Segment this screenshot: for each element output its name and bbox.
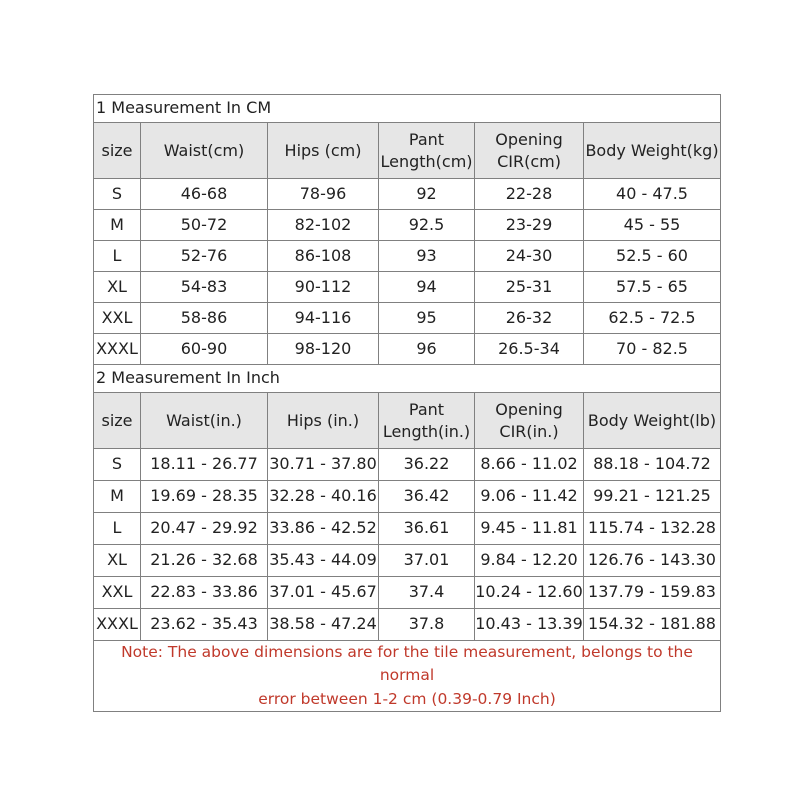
cell-pant-length: 36.42 [379, 481, 475, 513]
header-opening-cir [475, 123, 584, 179]
cell-weight: 88.18 - 104.72 [584, 449, 721, 481]
cell-weight: 70 - 82.5 [584, 334, 721, 365]
note-line-1: Note: The above dimensions are for the tile measurement, belongs to the normal [121, 643, 693, 685]
header-row-cm [94, 123, 721, 179]
cell-weight: 99.21 - 121.25 [584, 481, 721, 513]
table-row [94, 609, 721, 641]
cell-waist: 23.62 - 35.43 [141, 609, 268, 641]
table-row [94, 179, 721, 210]
cell-hips: 30.71 - 37.80 [268, 449, 379, 481]
section-title-cm: 1 Measurement In CM [94, 95, 721, 123]
cell-hips: 33.86 - 42.52 [268, 513, 379, 545]
header-hips: Hips (cm) [268, 123, 379, 179]
cell-pant-length: 94 [379, 272, 475, 303]
cell-pant-length: 92.5 [379, 210, 475, 241]
cell-waist: 21.26 - 32.68 [141, 545, 268, 577]
header-waist: Waist(cm) [141, 123, 268, 179]
cell-opening: 9.45 - 11.81 [475, 513, 584, 545]
note-row [94, 641, 721, 712]
cell-opening: 26.5-34 [475, 334, 584, 365]
cell-hips: 86-108 [268, 241, 379, 272]
table-row [94, 513, 721, 545]
table-row [94, 577, 721, 609]
cell-size: M [94, 210, 141, 241]
header-opening-line1: Opening [495, 129, 563, 149]
cell-size: M [94, 481, 141, 513]
cell-opening: 9.06 - 11.42 [475, 481, 584, 513]
header-row-inch [94, 393, 721, 449]
section-title-row-inch [94, 365, 721, 393]
cell-size: L [94, 513, 141, 545]
cell-size: XL [94, 272, 141, 303]
cell-opening: 26-32 [475, 303, 584, 334]
cell-weight: 52.5 - 60 [584, 241, 721, 272]
cell-size: XXXL [94, 609, 141, 641]
header-body-weight: Body Weight(kg) [584, 123, 721, 179]
cell-hips: 98-120 [268, 334, 379, 365]
cell-opening: 10.24 - 12.60 [475, 577, 584, 609]
header-pant-length [379, 123, 475, 179]
cell-weight: 126.76 - 143.30 [584, 545, 721, 577]
header-pant-line2: Length(in.) [382, 421, 471, 441]
cell-waist: 18.11 - 26.77 [141, 449, 268, 481]
header-pant-line1: Pant [408, 129, 445, 149]
cell-pant-length: 37.8 [379, 609, 475, 641]
table-row [94, 272, 721, 303]
cell-weight: 45 - 55 [584, 210, 721, 241]
cell-weight: 62.5 - 72.5 [584, 303, 721, 334]
cell-size: XL [94, 545, 141, 577]
cell-pant-length: 37.4 [379, 577, 475, 609]
table-row [94, 481, 721, 513]
cell-waist: 20.47 - 29.92 [141, 513, 268, 545]
cell-waist: 19.69 - 28.35 [141, 481, 268, 513]
cell-hips: 37.01 - 45.67 [268, 577, 379, 609]
header-size: size [94, 123, 141, 179]
cell-opening: 8.66 - 11.02 [475, 449, 584, 481]
section-title-row-cm [94, 95, 721, 123]
cell-waist: 46-68 [141, 179, 268, 210]
header-opening-line2: CIR(in.) [499, 421, 559, 441]
cell-waist: 22.83 - 33.86 [141, 577, 268, 609]
cell-waist: 54-83 [141, 272, 268, 303]
table-row [94, 303, 721, 334]
cell-hips: 82-102 [268, 210, 379, 241]
section-title-inch: 2 Measurement In Inch [94, 365, 721, 393]
cell-weight: 40 - 47.5 [584, 179, 721, 210]
cell-weight: 137.79 - 159.83 [584, 577, 721, 609]
cell-hips: 38.58 - 47.24 [268, 609, 379, 641]
cell-size: L [94, 241, 141, 272]
cell-weight: 115.74 - 132.28 [584, 513, 721, 545]
cell-pant-length: 37.01 [379, 545, 475, 577]
table-row [94, 210, 721, 241]
cell-pant-length: 36.22 [379, 449, 475, 481]
cell-size: S [94, 449, 141, 481]
header-opening-line2: CIR(cm) [497, 151, 561, 171]
cell-opening: 23-29 [475, 210, 584, 241]
cell-opening: 24-30 [475, 241, 584, 272]
size-chart-table [93, 94, 721, 712]
table-row [94, 334, 721, 365]
cell-hips: 78-96 [268, 179, 379, 210]
header-opening-line1: Opening [495, 399, 563, 419]
header-pant-length [379, 393, 475, 449]
header-hips: Hips (in.) [268, 393, 379, 449]
cell-opening: 22-28 [475, 179, 584, 210]
cell-hips: 94-116 [268, 303, 379, 334]
cell-waist: 58-86 [141, 303, 268, 334]
cell-size: XXL [94, 577, 141, 609]
header-pant-line1: Pant [408, 399, 445, 419]
cell-size: XXXL [94, 334, 141, 365]
cell-pant-length: 92 [379, 179, 475, 210]
cell-waist: 60-90 [141, 334, 268, 365]
note-line-2: error between 1-2 cm (0.39-0.79 Inch) [258, 689, 556, 708]
cell-hips: 90-112 [268, 272, 379, 303]
table-row [94, 241, 721, 272]
cell-hips: 32.28 - 40.16 [268, 481, 379, 513]
header-pant-line2: Length(cm) [380, 151, 473, 171]
cell-opening: 10.43 - 13.39 [475, 609, 584, 641]
cell-pant-length: 36.61 [379, 513, 475, 545]
cell-pant-length: 95 [379, 303, 475, 334]
cell-hips: 35.43 - 44.09 [268, 545, 379, 577]
header-size: size [94, 393, 141, 449]
cell-weight: 57.5 - 65 [584, 272, 721, 303]
cell-waist: 50-72 [141, 210, 268, 241]
cell-weight: 154.32 - 181.88 [584, 609, 721, 641]
measurement-note [94, 641, 721, 712]
header-waist: Waist(in.) [141, 393, 268, 449]
cell-waist: 52-76 [141, 241, 268, 272]
cell-pant-length: 96 [379, 334, 475, 365]
cell-opening: 25-31 [475, 272, 584, 303]
table-row [94, 545, 721, 577]
cell-size: XXL [94, 303, 141, 334]
table-row [94, 449, 721, 481]
cell-size: S [94, 179, 141, 210]
cell-opening: 9.84 - 12.20 [475, 545, 584, 577]
header-body-weight: Body Weight(lb) [584, 393, 721, 449]
header-opening-cir [475, 393, 584, 449]
cell-pant-length: 93 [379, 241, 475, 272]
